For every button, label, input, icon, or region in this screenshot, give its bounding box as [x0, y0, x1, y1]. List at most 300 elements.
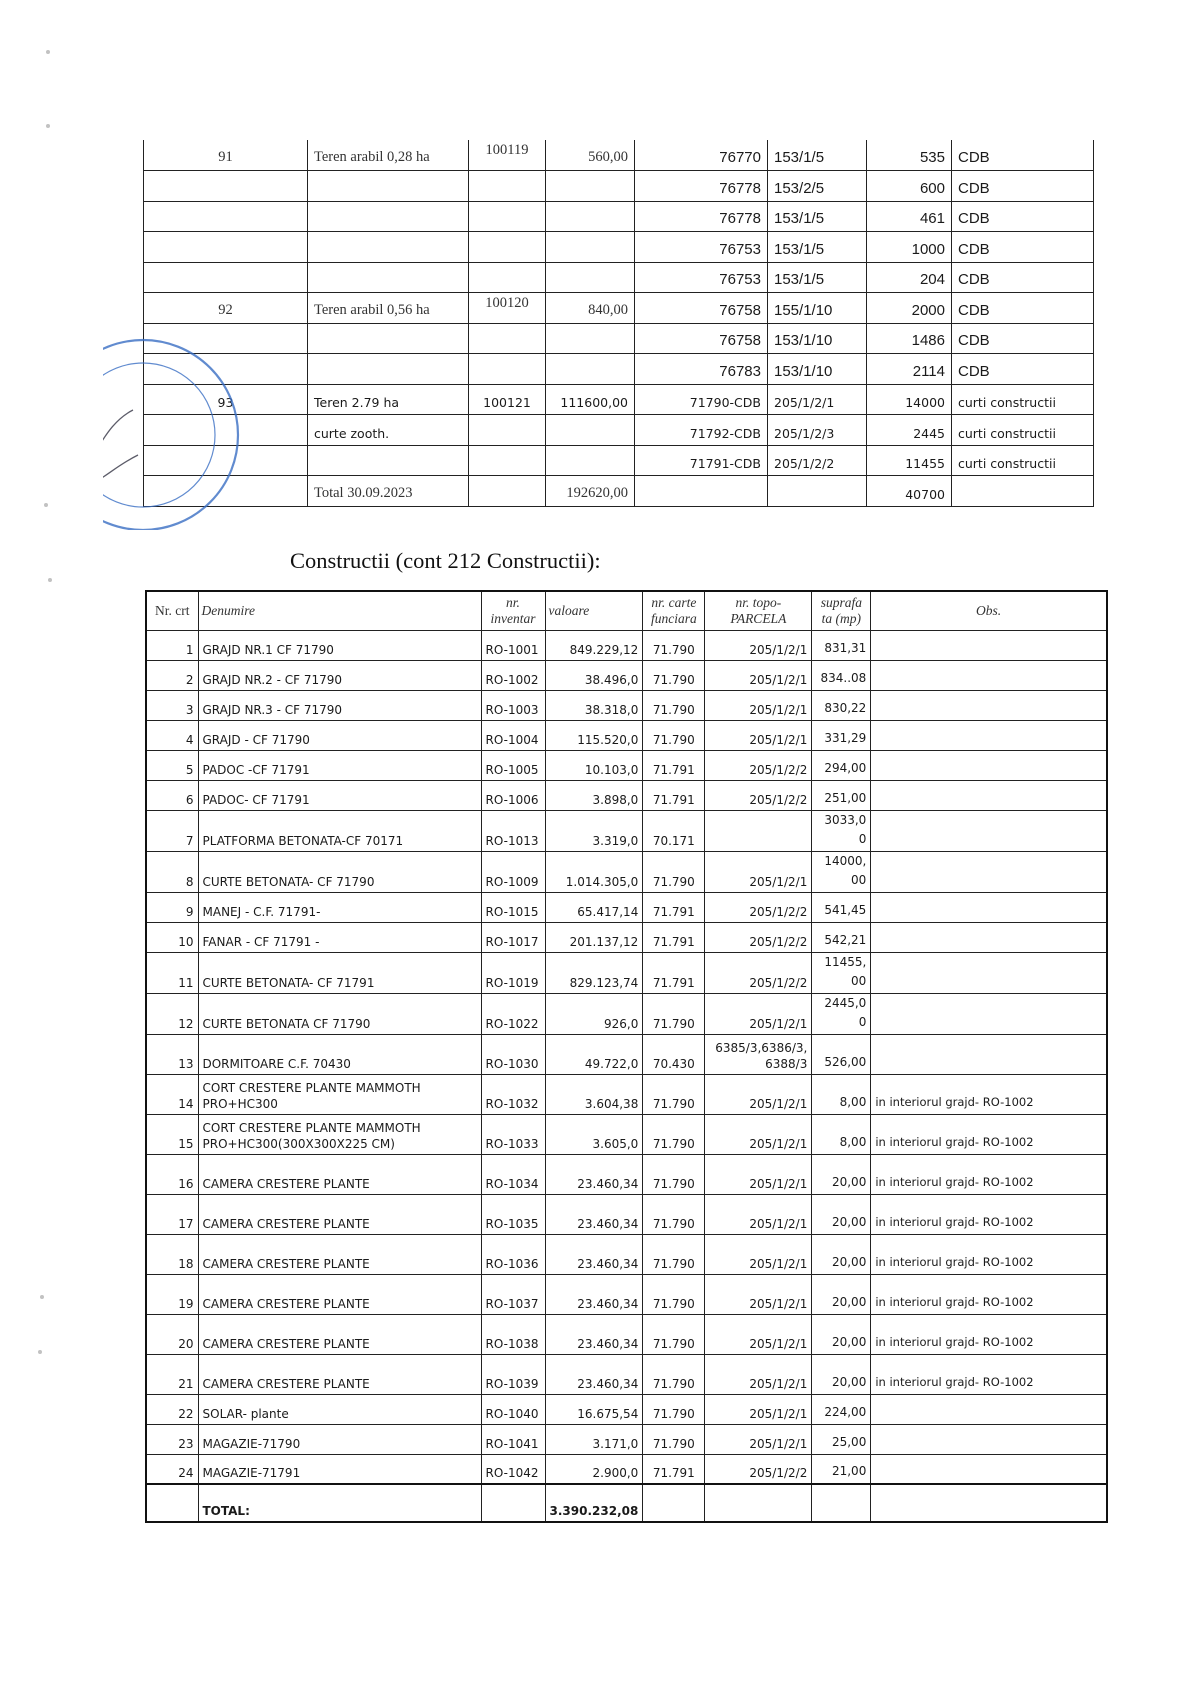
row-inventar: RO-1033	[481, 1114, 545, 1154]
land-row	[144, 140, 1094, 171]
land-row	[144, 293, 1094, 324]
land-valoare: 840,00	[546, 293, 635, 324]
row-nr: 18	[146, 1234, 198, 1274]
land-carte-funciara: 76778	[635, 171, 768, 202]
total-nr	[146, 1484, 198, 1522]
row-valoare: 3.605,0	[545, 1114, 643, 1154]
land-obs: CDB	[952, 232, 1094, 263]
row-inventar: RO-1030	[481, 1034, 545, 1074]
land-inventar	[469, 354, 546, 385]
row-nr: 19	[146, 1274, 198, 1314]
row-denumire: MANEJ - C.F. 71791-	[198, 892, 481, 922]
row-denumire: MAGAZIE-71790	[198, 1424, 481, 1454]
row-carte-funciara: 71.791	[643, 1454, 705, 1484]
header-topo-parcela: nr. topo- PARCELA	[705, 591, 812, 630]
total-topo	[705, 1484, 812, 1522]
row-carte-funciara: 71.791	[643, 750, 705, 780]
row-obs: in interiorul grajd- RO-1002	[871, 1274, 1107, 1314]
land-nr: 91	[144, 140, 308, 171]
row-obs: in interiorul grajd- RO-1002	[871, 1354, 1107, 1394]
scan-mark	[44, 503, 48, 507]
row-carte-funciara: 71.790	[643, 1354, 705, 1394]
row-valoare: 65.417,14	[545, 892, 643, 922]
row-denumire: CAMERA CRESTERE PLANTE	[198, 1154, 481, 1194]
row-obs	[871, 660, 1107, 690]
row-topo: 205/1/2/1	[705, 1274, 812, 1314]
row-valoare: 201.137,12	[545, 922, 643, 952]
table-row	[146, 922, 1107, 952]
row-suprafata: 20,00	[812, 1354, 871, 1394]
land-denumire: Teren arabil 0,56 ha	[308, 293, 469, 324]
row-inventar: RO-1037	[481, 1274, 545, 1314]
land-table	[143, 140, 1094, 507]
table-row	[146, 952, 1107, 993]
land-inventar	[469, 232, 546, 263]
row-carte-funciara: 71.790	[643, 690, 705, 720]
land-valoare: 560,00	[546, 140, 635, 171]
land-denumire	[308, 262, 469, 293]
row-valoare: 1.014.305,0	[545, 851, 643, 892]
row-inventar: RO-1003	[481, 690, 545, 720]
row-suprafata: 20,00	[812, 1194, 871, 1234]
land-carte-funciara: 71790-CDB	[635, 384, 768, 415]
table-row	[146, 810, 1107, 851]
row-suprafata: 20,00	[812, 1274, 871, 1314]
row-denumire: CURTE BETONATA- CF 71790	[198, 851, 481, 892]
land-total-suprafata: 40700	[867, 476, 952, 507]
land-obs: CDB	[952, 354, 1094, 385]
row-inventar: RO-1039	[481, 1354, 545, 1394]
row-topo: 205/1/2/1	[705, 993, 812, 1034]
table-row	[146, 1194, 1107, 1234]
land-valoare	[546, 323, 635, 354]
land-valoare	[546, 201, 635, 232]
row-denumire: PADOC- CF 71791	[198, 780, 481, 810]
row-carte-funciara: 70.171	[643, 810, 705, 851]
row-valoare: 829.123,74	[545, 952, 643, 993]
row-inventar: RO-1006	[481, 780, 545, 810]
row-denumire: PADOC -CF 71791	[198, 750, 481, 780]
row-carte-funciara: 71.790	[643, 1074, 705, 1114]
row-obs	[871, 922, 1107, 952]
table-row	[146, 1034, 1107, 1074]
header-denumire: Denumire	[198, 591, 481, 630]
row-inventar: RO-1041	[481, 1424, 545, 1454]
row-denumire: CAMERA CRESTERE PLANTE	[198, 1274, 481, 1314]
row-denumire: CAMERA CRESTERE PLANTE	[198, 1354, 481, 1394]
row-topo: 205/1/2/1	[705, 1234, 812, 1274]
row-suprafata: 542,21	[812, 922, 871, 952]
table-row	[146, 1424, 1107, 1454]
land-nr: 92	[144, 293, 308, 324]
header-obs: Obs.	[871, 591, 1107, 630]
land-obs: CDB	[952, 293, 1094, 324]
total-label: TOTAL:	[198, 1484, 481, 1522]
row-suprafata: 834..08	[812, 660, 871, 690]
land-denumire: Teren 2.79 ha	[308, 384, 469, 415]
land-total-cf	[635, 476, 768, 507]
row-nr: 13	[146, 1034, 198, 1074]
land-row	[144, 323, 1094, 354]
row-nr: 16	[146, 1154, 198, 1194]
row-suprafata: 3033,0 0	[812, 810, 871, 851]
table-row	[146, 1234, 1107, 1274]
row-nr: 12	[146, 993, 198, 1034]
row-carte-funciara: 71.790	[643, 1394, 705, 1424]
land-inventar: 100120	[469, 293, 546, 324]
land-carte-funciara: 76783	[635, 354, 768, 385]
row-topo: 205/1/2/2	[705, 952, 812, 993]
land-row	[144, 201, 1094, 232]
land-obs: curti constructii	[952, 445, 1094, 476]
row-suprafata: 20,00	[812, 1314, 871, 1354]
table-row	[146, 1454, 1107, 1484]
section-heading: Constructii (cont 212 Constructii):	[290, 548, 601, 573]
row-nr: 9	[146, 892, 198, 922]
land-carte-funciara: 76753	[635, 232, 768, 263]
land-carte-funciara: 76778	[635, 201, 768, 232]
row-denumire: MAGAZIE-71791	[198, 1454, 481, 1484]
row-obs	[871, 690, 1107, 720]
row-nr: 3	[146, 690, 198, 720]
land-inventar	[469, 323, 546, 354]
land-topo: 153/1/10	[768, 323, 867, 354]
land-row	[144, 262, 1094, 293]
row-obs	[871, 952, 1107, 993]
row-obs	[871, 892, 1107, 922]
land-suprafata: 2445	[867, 415, 952, 446]
row-valoare: 16.675,54	[545, 1394, 643, 1424]
land-topo: 153/2/5	[768, 171, 867, 202]
land-inventar	[469, 262, 546, 293]
header-nr-inventar: nr. inventar	[481, 591, 545, 630]
land-carte-funciara: 71792-CDB	[635, 415, 768, 446]
land-nr	[144, 232, 308, 263]
row-topo: 205/1/2/1	[705, 1424, 812, 1454]
row-denumire: PLATFORMA BETONATA-CF 70171	[198, 810, 481, 851]
row-obs	[871, 1454, 1107, 1484]
row-obs	[871, 1424, 1107, 1454]
total-obs	[871, 1484, 1107, 1522]
land-topo: 153/1/5	[768, 232, 867, 263]
land-topo: 205/1/2/1	[768, 384, 867, 415]
land-inventar	[469, 445, 546, 476]
land-inventar	[469, 201, 546, 232]
row-inventar: RO-1019	[481, 952, 545, 993]
land-suprafata: 2114	[867, 354, 952, 385]
row-inventar: RO-1042	[481, 1454, 545, 1484]
header-valoare: valoare	[545, 591, 643, 630]
row-carte-funciara: 71.790	[643, 1194, 705, 1234]
row-nr: 2	[146, 660, 198, 690]
land-carte-funciara: 76753	[635, 262, 768, 293]
row-topo: 205/1/2/1	[705, 720, 812, 750]
row-nr: 8	[146, 851, 198, 892]
row-valoare: 23.460,34	[545, 1194, 643, 1234]
row-carte-funciara: 71.791	[643, 780, 705, 810]
scan-mark	[38, 1350, 42, 1354]
table-row	[146, 660, 1107, 690]
scan-mark	[46, 50, 50, 54]
row-nr: 21	[146, 1354, 198, 1394]
row-suprafata: 224,00	[812, 1394, 871, 1424]
row-carte-funciara: 71.790	[643, 1114, 705, 1154]
table-row	[146, 993, 1107, 1034]
row-topo: 205/1/2/1	[705, 1074, 812, 1114]
land-topo: 205/1/2/3	[768, 415, 867, 446]
land-total-topo	[768, 476, 867, 507]
land-topo: 153/1/5	[768, 262, 867, 293]
land-nr	[144, 354, 308, 385]
row-topo: 205/1/2/2	[705, 750, 812, 780]
land-suprafata: 535	[867, 140, 952, 171]
land-denumire	[308, 201, 469, 232]
header-carte-funciara: nr. carte funciara	[643, 591, 705, 630]
land-denumire	[308, 171, 469, 202]
row-nr: 7	[146, 810, 198, 851]
row-carte-funciara: 71.790	[643, 1424, 705, 1454]
total-suprafata	[812, 1484, 871, 1522]
row-nr: 15	[146, 1114, 198, 1154]
land-topo: 155/1/10	[768, 293, 867, 324]
row-topo: 205/1/2/1	[705, 1114, 812, 1154]
row-valoare: 23.460,34	[545, 1274, 643, 1314]
land-total-inventar	[469, 476, 546, 507]
row-obs: in interiorul grajd- RO-1002	[871, 1154, 1107, 1194]
land-suprafata: 1000	[867, 232, 952, 263]
land-row	[144, 445, 1094, 476]
row-obs	[871, 720, 1107, 750]
row-valoare: 38.318,0	[545, 690, 643, 720]
land-nr	[144, 445, 308, 476]
row-topo: 205/1/2/2	[705, 922, 812, 952]
land-row	[144, 384, 1094, 415]
land-topo: 205/1/2/2	[768, 445, 867, 476]
land-total-nr	[144, 476, 308, 507]
row-denumire: CORT CRESTERE PLANTE MAMMOTH PRO+HC300(300X300X225 CM)	[198, 1114, 481, 1154]
row-valoare: 23.460,34	[545, 1354, 643, 1394]
row-nr: 11	[146, 952, 198, 993]
land-carte-funciara: 76758	[635, 323, 768, 354]
row-carte-funciara: 70.430	[643, 1034, 705, 1074]
row-obs	[871, 851, 1107, 892]
row-valoare: 49.722,0	[545, 1034, 643, 1074]
table-row	[146, 1114, 1107, 1154]
scan-mark	[48, 578, 52, 582]
land-total-row	[144, 476, 1094, 507]
row-inventar: RO-1005	[481, 750, 545, 780]
table-row	[146, 1274, 1107, 1314]
row-carte-funciara: 71.790	[643, 851, 705, 892]
row-suprafata: 541,45	[812, 892, 871, 922]
row-obs	[871, 1394, 1107, 1424]
row-obs: in interiorul grajd- RO-1002	[871, 1114, 1107, 1154]
land-total-obs	[952, 476, 1094, 507]
row-nr: 10	[146, 922, 198, 952]
header-suprafata: suprafa ta (mp)	[812, 591, 871, 630]
row-denumire: CORT CRESTERE PLANTE MAMMOTH PRO+HC300	[198, 1074, 481, 1114]
row-inventar: RO-1002	[481, 660, 545, 690]
land-row	[144, 171, 1094, 202]
row-denumire: SOLAR- plante	[198, 1394, 481, 1424]
row-nr: 20	[146, 1314, 198, 1354]
row-nr: 5	[146, 750, 198, 780]
land-obs: curti constructii	[952, 415, 1094, 446]
land-suprafata: 11455	[867, 445, 952, 476]
table-row	[146, 720, 1107, 750]
land-nr	[144, 323, 308, 354]
row-nr: 14	[146, 1074, 198, 1114]
row-obs	[871, 810, 1107, 851]
constructions-table	[145, 590, 1108, 1523]
row-suprafata: 25,00	[812, 1424, 871, 1454]
table-row	[146, 851, 1107, 892]
land-valoare	[546, 232, 635, 263]
row-topo: 205/1/2/1	[705, 690, 812, 720]
row-suprafata: 294,00	[812, 750, 871, 780]
row-suprafata: 2445,0 0	[812, 993, 871, 1034]
land-obs: CDB	[952, 171, 1094, 202]
row-inventar: RO-1040	[481, 1394, 545, 1424]
row-topo: 205/1/2/2	[705, 780, 812, 810]
row-obs: in interiorul grajd- RO-1002	[871, 1234, 1107, 1274]
table-row	[146, 750, 1107, 780]
row-inventar: RO-1017	[481, 922, 545, 952]
row-valoare: 3.171,0	[545, 1424, 643, 1454]
row-topo: 205/1/2/1	[705, 1394, 812, 1424]
row-topo: 205/1/2/1	[705, 1314, 812, 1354]
row-inventar: RO-1036	[481, 1234, 545, 1274]
row-suprafata: 11455, 00	[812, 952, 871, 993]
land-suprafata: 600	[867, 171, 952, 202]
land-valoare	[546, 354, 635, 385]
row-topo: 205/1/2/1	[705, 1154, 812, 1194]
land-suprafata: 2000	[867, 293, 952, 324]
total-row	[146, 1484, 1107, 1522]
land-denumire: curte zooth.	[308, 415, 469, 446]
table-row	[146, 780, 1107, 810]
land-denumire	[308, 354, 469, 385]
land-valoare	[546, 415, 635, 446]
total-valoare: 3.390.232,08	[545, 1484, 643, 1522]
land-denumire	[308, 445, 469, 476]
row-suprafata: 8,00	[812, 1114, 871, 1154]
row-obs	[871, 1034, 1107, 1074]
land-denumire: Teren arabil 0,28 ha	[308, 140, 469, 171]
table-row	[146, 630, 1107, 660]
row-carte-funciara: 71.790	[643, 1274, 705, 1314]
row-suprafata: 8,00	[812, 1074, 871, 1114]
total-cf	[643, 1484, 705, 1522]
land-nr: 93	[144, 384, 308, 415]
land-row	[144, 232, 1094, 263]
row-valoare: 926,0	[545, 993, 643, 1034]
row-denumire: CAMERA CRESTERE PLANTE	[198, 1194, 481, 1234]
row-inventar: RO-1038	[481, 1314, 545, 1354]
row-topo: 6385/3,6386/3, 6388/3	[705, 1034, 812, 1074]
row-carte-funciara: 71.790	[643, 1154, 705, 1194]
land-inventar: 100121	[469, 384, 546, 415]
row-inventar: RO-1013	[481, 810, 545, 851]
row-valoare: 38.496,0	[545, 660, 643, 690]
row-suprafata: 831,31	[812, 630, 871, 660]
table-row	[146, 892, 1107, 922]
land-nr	[144, 415, 308, 446]
land-valoare	[546, 262, 635, 293]
row-inventar: RO-1034	[481, 1154, 545, 1194]
land-obs: CDB	[952, 323, 1094, 354]
land-inventar	[469, 171, 546, 202]
row-topo: 205/1/2/1	[705, 851, 812, 892]
row-carte-funciara: 71.790	[643, 1314, 705, 1354]
row-obs: in interiorul grajd- RO-1002	[871, 1314, 1107, 1354]
header-nr-crt: Nr. crt	[146, 591, 198, 630]
scan-mark	[40, 1295, 44, 1299]
row-obs	[871, 630, 1107, 660]
land-nr	[144, 262, 308, 293]
land-obs: CDB	[952, 140, 1094, 171]
land-carte-funciara: 76770	[635, 140, 768, 171]
row-denumire: CURTE BETONATA- CF 71791	[198, 952, 481, 993]
row-topo: 205/1/2/1	[705, 1194, 812, 1234]
row-denumire: GRAJD NR.3 - CF 71790	[198, 690, 481, 720]
row-inventar: RO-1032	[481, 1074, 545, 1114]
land-suprafata: 461	[867, 201, 952, 232]
row-nr: 1	[146, 630, 198, 660]
row-topo: 205/1/2/2	[705, 1454, 812, 1484]
land-total-valoare: 192620,00	[546, 476, 635, 507]
row-suprafata: 20,00	[812, 1234, 871, 1274]
row-inventar: RO-1015	[481, 892, 545, 922]
land-denumire	[308, 323, 469, 354]
row-valoare: 23.460,34	[545, 1154, 643, 1194]
row-suprafata: 331,29	[812, 720, 871, 750]
row-denumire: CAMERA CRESTERE PLANTE	[198, 1234, 481, 1274]
table-row	[146, 1074, 1107, 1114]
row-denumire: FANAR - CF 71791 -	[198, 922, 481, 952]
land-inventar: 100119	[469, 140, 546, 171]
row-suprafata: 14000, 00	[812, 851, 871, 892]
row-carte-funciara: 71.790	[643, 720, 705, 750]
row-inventar: RO-1022	[481, 993, 545, 1034]
row-obs	[871, 750, 1107, 780]
row-nr: 24	[146, 1454, 198, 1484]
table-row	[146, 1314, 1107, 1354]
row-carte-funciara: 71.790	[643, 660, 705, 690]
row-denumire: DORMITOARE C.F. 70430	[198, 1034, 481, 1074]
land-suprafata: 204	[867, 262, 952, 293]
land-valoare	[546, 171, 635, 202]
row-carte-funciara: 71.790	[643, 993, 705, 1034]
table-row	[146, 690, 1107, 720]
land-row	[144, 354, 1094, 385]
land-total-label: Total 30.09.2023	[308, 476, 469, 507]
land-carte-funciara: 76758	[635, 293, 768, 324]
row-valoare: 3.604,38	[545, 1074, 643, 1114]
row-suprafata: 20,00	[812, 1154, 871, 1194]
row-nr: 6	[146, 780, 198, 810]
total-inventar	[481, 1484, 545, 1522]
row-suprafata: 830,22	[812, 690, 871, 720]
row-denumire: CAMERA CRESTERE PLANTE	[198, 1314, 481, 1354]
row-suprafata: 21,00	[812, 1454, 871, 1484]
row-topo: 205/1/2/1	[705, 630, 812, 660]
row-inventar: RO-1035	[481, 1194, 545, 1234]
row-carte-funciara: 71.791	[643, 922, 705, 952]
row-nr: 22	[146, 1394, 198, 1424]
land-obs: CDB	[952, 262, 1094, 293]
row-inventar: RO-1001	[481, 630, 545, 660]
